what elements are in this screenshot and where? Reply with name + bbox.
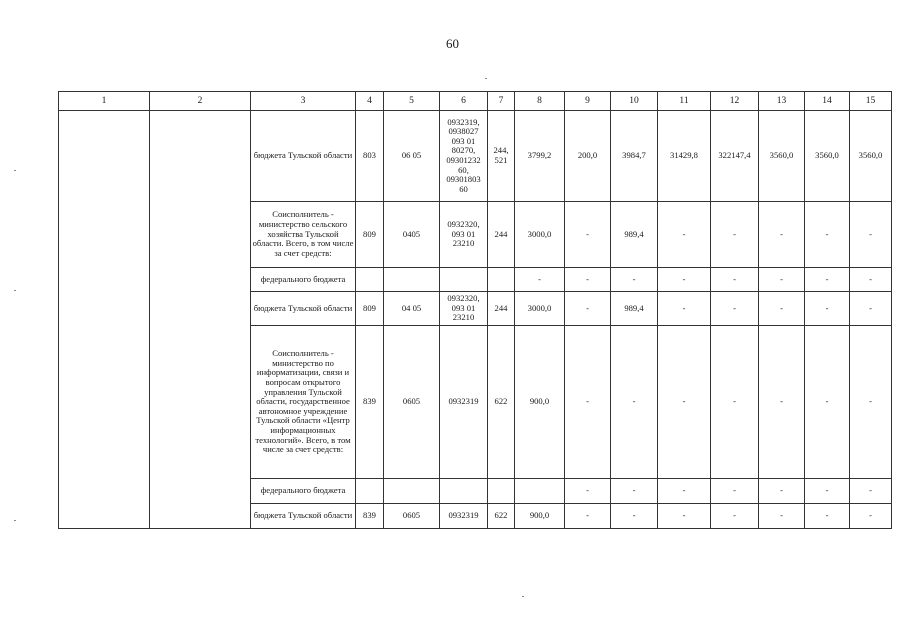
cell: -: [611, 479, 658, 504]
cell: -: [565, 479, 611, 504]
cell: -: [850, 202, 892, 268]
cell: 989,4: [611, 202, 658, 268]
cell: 3560,0: [759, 111, 805, 202]
cell: -: [759, 268, 805, 292]
col-header-2: 2: [150, 92, 251, 111]
cell: -: [711, 504, 759, 529]
cell: 244: [488, 202, 515, 268]
cell: 0932319: [440, 326, 488, 479]
cell: [384, 268, 440, 292]
col-header-9: 9: [565, 92, 611, 111]
cell: 244: [488, 292, 515, 326]
cell: [488, 268, 515, 292]
cell: 0932320, 093 01 23210: [440, 292, 488, 326]
cell: [384, 479, 440, 504]
cell: 3799,2: [515, 111, 565, 202]
cell: 31429,8: [658, 111, 711, 202]
col-header-3: 3: [251, 92, 356, 111]
col-header-5: 5: [384, 92, 440, 111]
cell: -: [805, 326, 850, 479]
cell: -: [805, 504, 850, 529]
cell: 803: [356, 111, 384, 202]
cell: -: [805, 479, 850, 504]
scan-speck: [485, 78, 487, 79]
cell: 3000,0: [515, 202, 565, 268]
cell: 3560,0: [805, 111, 850, 202]
cell: 06 05: [384, 111, 440, 202]
cell: -: [711, 268, 759, 292]
cell: [515, 479, 565, 504]
cell: -: [805, 202, 850, 268]
cell: 989,4: [611, 292, 658, 326]
merged-cell-col1: [59, 111, 150, 529]
cell: [440, 268, 488, 292]
cell: 0932319, 0938027 093 01 80270, 09301232 60, 09301803 60: [440, 111, 488, 202]
cell: 3560,0: [850, 111, 892, 202]
col-header-14: 14: [805, 92, 850, 111]
cell: -: [711, 202, 759, 268]
cell: 900,0: [515, 504, 565, 529]
cell: [356, 268, 384, 292]
col-header-4: 4: [356, 92, 384, 111]
cell: [440, 479, 488, 504]
cell: 3000,0: [515, 292, 565, 326]
cell: 0932320, 093 01 23210: [440, 202, 488, 268]
cell: 839: [356, 326, 384, 479]
row-label: Соисполнитель - министерство по информатизации, связи и вопросам открытого управления Тульской области, государственное автономное учреждение Тульской области «Центр информационных технологий». Всего, в том числе за счет средств:: [251, 326, 356, 479]
cell: [356, 479, 384, 504]
cell: -: [658, 292, 711, 326]
cell: -: [805, 292, 850, 326]
cell: 0605: [384, 326, 440, 479]
cell: -: [565, 268, 611, 292]
scan-speck: [522, 596, 524, 597]
cell: -: [805, 268, 850, 292]
cell: -: [611, 268, 658, 292]
cell: -: [759, 202, 805, 268]
col-header-13: 13: [759, 92, 805, 111]
cell: 0932319: [440, 504, 488, 529]
cell: 3984,7: [611, 111, 658, 202]
col-header-6: 6: [440, 92, 488, 111]
col-header-8: 8: [515, 92, 565, 111]
col-header-7: 7: [488, 92, 515, 111]
col-header-1: 1: [59, 92, 150, 111]
cell: -: [711, 292, 759, 326]
cell: 809: [356, 292, 384, 326]
row-label: бюджета Тульской области: [251, 292, 356, 326]
cell: -: [611, 504, 658, 529]
cell: -: [565, 202, 611, 268]
cell: 200,0: [565, 111, 611, 202]
cell: -: [658, 202, 711, 268]
scan-speck: [14, 290, 16, 291]
cell: -: [658, 504, 711, 529]
col-header-12: 12: [711, 92, 759, 111]
scan-speck: [14, 170, 16, 171]
row-label: федерального бюджета: [251, 479, 356, 504]
row-label: федерального бюджета: [251, 268, 356, 292]
cell: -: [658, 268, 711, 292]
col-header-10: 10: [611, 92, 658, 111]
cell: -: [658, 479, 711, 504]
cell: 900,0: [515, 326, 565, 479]
cell: -: [759, 326, 805, 479]
cell: 0405: [384, 202, 440, 268]
cell: 322147,4: [711, 111, 759, 202]
cell: -: [565, 292, 611, 326]
cell: -: [850, 479, 892, 504]
cell: -: [565, 326, 611, 479]
cell: 244, 521: [488, 111, 515, 202]
cell: -: [565, 504, 611, 529]
cell: -: [850, 504, 892, 529]
row-label: бюджета Тульской области: [251, 111, 356, 202]
cell: 839: [356, 504, 384, 529]
cell: -: [850, 326, 892, 479]
cell: -: [711, 326, 759, 479]
col-header-11: 11: [658, 92, 711, 111]
budget-table: [58, 91, 892, 529]
col-header-15: 15: [850, 92, 892, 111]
page-number: 60: [446, 36, 459, 51]
cell: -: [611, 326, 658, 479]
cell: 622: [488, 504, 515, 529]
cell: 04 05: [384, 292, 440, 326]
cell: -: [759, 479, 805, 504]
table-row: [59, 111, 892, 202]
header-row: [59, 92, 892, 111]
row-label: бюджета Тульской области: [251, 504, 356, 529]
row-label: Соисполнитель - министерство сельского хозяйства Тульской области. Всего, в том числе за счет средств:: [251, 202, 356, 268]
scan-speck: [14, 520, 16, 521]
cell: 0605: [384, 504, 440, 529]
cell: 622: [488, 326, 515, 479]
cell: -: [759, 292, 805, 326]
cell: [488, 479, 515, 504]
cell: -: [658, 326, 711, 479]
cell: -: [850, 292, 892, 326]
cell: -: [711, 479, 759, 504]
cell: -: [850, 268, 892, 292]
cell: 809: [356, 202, 384, 268]
merged-cell-col2: [150, 111, 251, 529]
cell: -: [515, 268, 565, 292]
cell: -: [759, 504, 805, 529]
